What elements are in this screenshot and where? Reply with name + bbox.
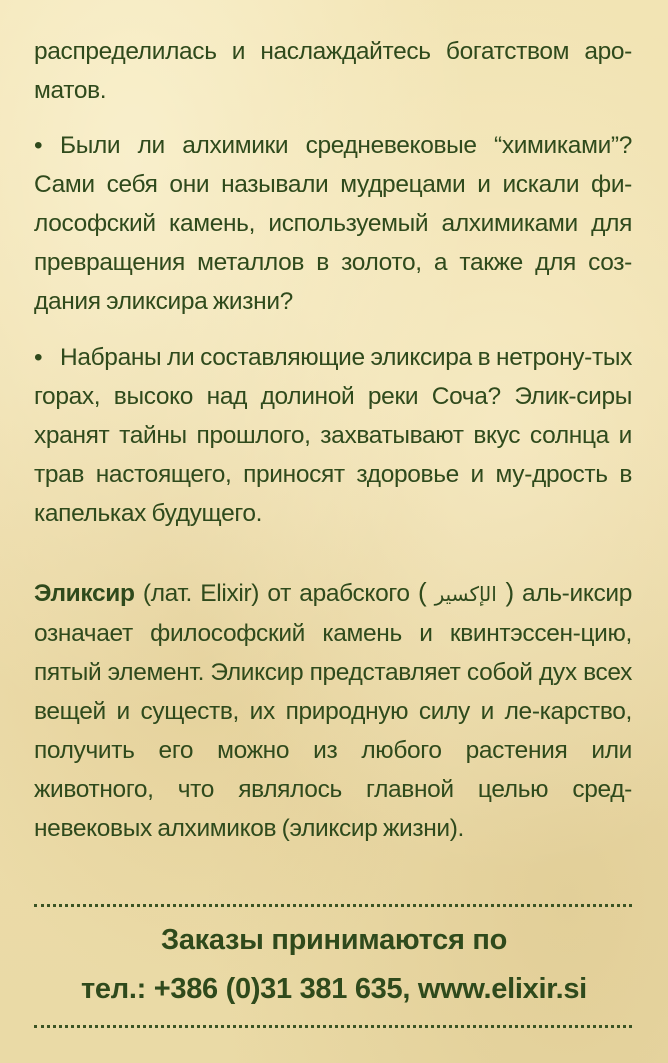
contact-details: тел.: +386 (0)31 381 635, www.elixir.si [81, 973, 587, 1005]
question-text-1: Были ли алхимики средневековые “химиками”? Сами себя они называли мудрецами и искали фи-лософский камень, используемый алхимиками для превращения металлов в золото, а также для соз-дания эликсира жизни? [34, 132, 632, 315]
divider-top [34, 904, 632, 907]
question-text-2: Набраны ли составляющие эликсира в нетрону-тых горах, высоко над долиной реки Соча? Элик-сиры хранят тайны прошлого, захватывают вкус солнца и трав настоящего, приносят здоровье и му-дрость в капельках будущего. [34, 344, 632, 527]
definition-term: Эликсир [34, 580, 135, 607]
definition-intro: (лат. Elixir) от арабского [134, 580, 418, 607]
intro-paragraph [34, 32, 632, 110]
arabic-word: الإكسير [434, 582, 497, 606]
contact-heading: Заказы принимаются по [160, 924, 508, 956]
question-paragraph-2 [34, 338, 632, 533]
intro-text: распределилась и наслаждайтесь богатством аро-матов. [34, 38, 632, 104]
definition-text: аль-иксир означает философский камень и квинтэссен-цию, пятый элемент. Эликсир представляет собой дух всех вещей и существ, их природную силу и ле-карство, получить его можно из любого растения или животного, что являлось главной целью сред-невековых алхимиков (эликсир жизни). [34, 580, 632, 842]
divider-bottom [34, 1025, 632, 1028]
bullet-icon: • [34, 344, 43, 371]
paren-close: ) [505, 577, 514, 607]
definition-paragraph [34, 573, 632, 848]
question-paragraph-1 [34, 126, 632, 321]
bullet-icon: • [34, 132, 43, 159]
paren-open: ( [417, 577, 427, 607]
